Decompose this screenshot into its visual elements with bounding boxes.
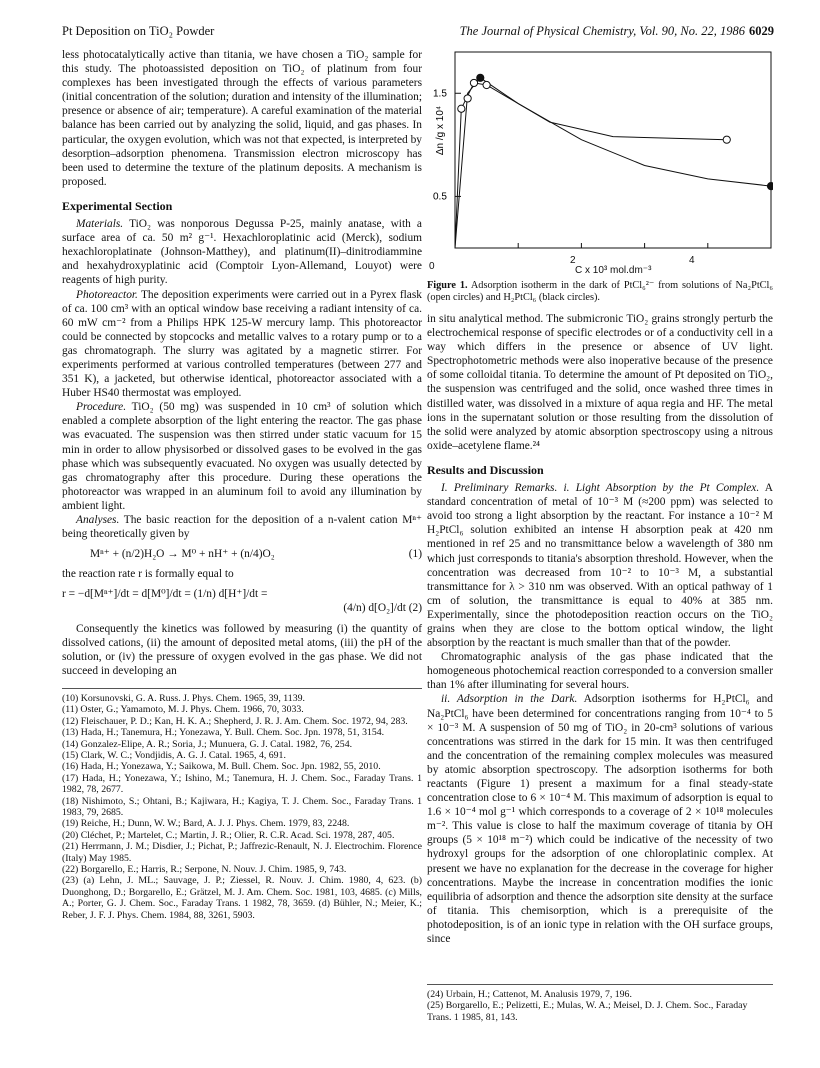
equation-1-body: Mⁿ⁺ + (n/2)H₂O → M⁰ + nH⁺ + (n/4)O₂ bbox=[90, 548, 275, 561]
figure-caption bbox=[427, 280, 773, 304]
procedure-text: TiO₂ (50 mg) was suspended in 10 cm³ of solution which enabled a complete absorption of the light entering the reactor. The gas phase was evacuated. The suspension was then stirred under static vacuum for 15 min in order to allow physisorbed or dissolved gases to be evolved in the gas phase which was subsequently evacuated. No oxygen was usually detected by gas chromatography after this procedure. During these operations the photoreactor was wrapped in an aluminum foil to avoid any illumination by ambient light. bbox=[62, 401, 422, 512]
caption-label: Figure 1. bbox=[427, 280, 468, 291]
reference-item: (18) Nishimoto, S.; Ohtani, B.; Kajiwara, H.; Kagiya, T. J. Chem. Soc., Faraday Trans. 1 1983, 79, 2685. bbox=[62, 795, 422, 818]
reference-item: (15) Clark, W. C.; Vondjidis, A. G. J. Catal. 1965, 4, 691. bbox=[62, 749, 286, 761]
journal-citation: The Journal of Physical Chemistry, Vol. 90, No. 22, 1986 bbox=[459, 24, 745, 38]
y-axis-label: Δn /g x 10⁴ bbox=[435, 105, 446, 156]
reference-item: (13) Hada, H.; Tanemura, H.; Yonezawa, Y. Bull. Chem. Soc. Jpn. 1978, 51, 3154. bbox=[62, 727, 385, 739]
reference-list-right bbox=[427, 984, 773, 1023]
chromatographic-paragraph: Chromatographic analysis of the gas phase indicated that the homogeneous photochemical reaction corresponded to a conversion smaller than 1% after illuminating for several hours. bbox=[427, 651, 773, 692]
photoreactor-paragraph bbox=[62, 288, 422, 401]
caption-text: Adsorption isotherm in the dark of PtCl₆²⁻ from solutions of Na₂PtCl₆ (open circles) and H₂PtCl₆ (black circles). bbox=[427, 280, 773, 303]
x-tick-label-2: 2 bbox=[570, 255, 576, 266]
reference-item: (20) Cléchet, P.; Martelet, C.; Martin, J. R.; Olier, R. C.R. Acad. Sci. 1978, 287, 405. bbox=[62, 829, 395, 841]
reference-list-left bbox=[62, 688, 422, 921]
figure-1 bbox=[427, 48, 773, 278]
equation-1-number: (1) bbox=[408, 548, 422, 561]
x-tick-label-0: 0 bbox=[429, 261, 435, 272]
equation-2-line1: r = −d[Mⁿ⁺]/dt = d[M⁰]/dt = (1/n) d[H⁺]/dt = bbox=[62, 588, 268, 601]
adsorption-isotherm-chart bbox=[427, 48, 773, 278]
equation-2-line2: (4/n) d[O₂]/dt (2) bbox=[343, 602, 422, 615]
reference-item: (11) Oster, G.; Yamamoto, M. J. Phys. Chem. 1966, 70, 3033. bbox=[62, 704, 304, 716]
reference-item: (23) (a) Lehn, J. ML.; Sauvage, J. P.; Ziessel, R. Nouv. J. Chim. 1980, 4, 623. (b) Duonghong, D.; Borgarello, E.; Grätzel, M. J. Am. Chem. Soc. 1981, 103, 4685. (c) Mills, A.; Porter, G. J. Chem. Soc., Faraday Trans. 1 1982, 78, 3659. (d) Bühler, N.; Meier, K.; Reber, J. F. J. Phys. Chem. 1984, 88, 3261, 5903. bbox=[62, 875, 422, 921]
equation-2 bbox=[62, 587, 422, 615]
reference-item: (16) Hada, H.; Yonezawa, Y.; Saikowa, M. Bull. Chem. Soc. Jpn. 1982, 55, 2010. bbox=[62, 761, 381, 773]
materials-label: Materials. bbox=[76, 218, 124, 231]
rate-intro: the reaction rate r is formally equal to bbox=[62, 568, 234, 581]
x-axis-label: C x 10³ mol.dm⁻³ bbox=[575, 265, 652, 276]
reference-item: (12) Fleischauer, P. D.; Kan, H. K. A.; Shepherd, J. R. J. Am. Chem. Soc. 1972, 94, 283. bbox=[62, 715, 408, 727]
photoreactor-text: The deposition experiments were carried out in a Pyrex flask of ca. 100 cm³ with an optical window base receiving a radiant intensity of ca. 60 mW cm⁻² from a Philips HPK 125-W mercury lamp. This photoreactor could be connected by stopcocks and metallic valves to a rotary pump or to a gas chromatograph. The slurry was agitated by a magnetic stirrer. For experiments performed at various controlled temperatures (between 277 and 351 K), a jacketed, but otherwise identical, photoreactor associated with a Huber HS40 thermostat was employed. bbox=[62, 288, 422, 400]
data-point-open bbox=[483, 81, 490, 88]
preliminary-remarks-label: I. Preliminary Remarks. i. Light Absorption by the Pt Complex. bbox=[441, 482, 760, 495]
conclusion-paragraph: Consequently the kinetics was followed by measuring (i) the quantity of dissolved cations, (ii) the amount of deposited metal atoms, (iii) the pH of the solution, or (iv) the pressure of oxygen evolved in the gas phase. We did not succeed in developing an bbox=[62, 622, 422, 677]
materials-text: TiO₂ was nonporous Degussa P-25, mainly anatase, with a surface area of ca. 50 m² g⁻¹. Hexachloroplatinic acid (Merck), sodium hexachloroplatinate (Johnson-Matthey), and platinum(II)–dinitrodiammine and hexahydroxyplatinic acid (Comptoir Lyon-Allemand, Louyot) were reagents of high purity. bbox=[62, 218, 422, 287]
page-number: 6029 bbox=[749, 24, 774, 38]
data-point-open bbox=[723, 136, 730, 143]
data-marks bbox=[458, 74, 773, 190]
section-heading-experimental: Experimental Section bbox=[62, 198, 173, 213]
right-paragraph-1: in situ analytical method. The submicronic TiO₂ grains strongly perturb the electrochemical response of specific electrodes or of a conductivity cell in a way which differs in the presence or absence of UV light. Spectrophotometric methods were also inoperative because of the presence of some colloidal titania. To determine the amount of Pt deposited on TiO₂, the suspension was centrifuged and the solid, once washed three times in distilled water, was dissolved in a mixture of aqua regia and HF. The metal ions in the supernatant solution or those resulting from the dissolution of the solid were analyzed by atomic absorption spectroscopy using a nitrous oxide–acetylene flame.²⁴ bbox=[427, 313, 773, 452]
analyses-paragraph bbox=[62, 513, 422, 541]
reference-item: (25) Borgarello, E.; Pelizetti, E.; Mulas, W. A.; Meisel, D. J. Chem. Soc., Faraday Trans. 1 1985, 81, 143. bbox=[427, 1000, 748, 1023]
data-point-filled bbox=[767, 183, 773, 190]
running-header-left: Pt Deposition on TiO₂ Powder bbox=[62, 24, 215, 38]
reference-item: (14) Gonzalez-Elipe, A. R.; Soria, J.; Munuera, G. J. Catal. 1982, 76, 254. bbox=[62, 738, 353, 750]
reference-item: (19) Reiche, H.; Dunn, W. W.; Bard, A. J. J. Phys. Chem. 1979, 83, 2248. bbox=[62, 818, 350, 830]
adsorption-paragraph bbox=[427, 692, 773, 946]
x-tick-label-4: 4 bbox=[689, 255, 695, 266]
reference-item: (22) Borgarello, E.; Harris, R.; Serpone, N. Nouv. J. Chim. 1985, 9, 743. bbox=[62, 864, 347, 876]
equation-1 bbox=[62, 547, 422, 561]
curve-open bbox=[455, 83, 727, 248]
right-column bbox=[427, 48, 773, 946]
procedure-paragraph bbox=[62, 400, 422, 513]
procedure-label: Procedure. bbox=[76, 401, 127, 414]
reference-item: (10) Korsunovski, G. A. Russ. J. Phys. Chem. 1965, 39, 1139. bbox=[62, 692, 305, 704]
photoreactor-label: Photoreactor. bbox=[76, 288, 138, 301]
data-point-open bbox=[464, 95, 471, 102]
data-point-open bbox=[470, 79, 477, 86]
left-column bbox=[62, 48, 422, 921]
analyses-text: The basic reaction for the deposition of a n-valent cation Mⁿ⁺ being theoretically given by bbox=[62, 514, 422, 541]
intro-paragraph: less photocatalytically active than titania, we have chosen a TiO₂ sample for this study. The photoassisted deposition on TiO₂ of platinum from four complexes has been investigated through the effects of various parameters (initial concentration of the solution; duration and intensity of the illumination; presence or absence of air; temperature). A careful examination of the material balance has been carried out by analyzing the solid, liquid, and gas phases. In particular, the oxygen evolution, which was not that expected, is interpreted by desorption–adsorption phenomena. Transmission electron microscopy has been used to determine the texture of the platinum deposits. A mechanism is proposed. bbox=[62, 49, 423, 188]
reference-item: (21) Herrmann, J. M.; Disdier, J.; Pichat, P.; Jaffrezic-Renault, N. J. Electrochim. Florence (Italy) May 1985. bbox=[62, 841, 422, 864]
running-header-right bbox=[460, 24, 774, 39]
preliminary-remarks-text: A standard concentration of metal of 10⁻³ M (≈200 ppm) was selected to avoid too strong a light absorption by the reactant. For instance a 10⁻² M H₂PtCl₆ solution exhibited an intense H absorption peak at 420 nm mentioned in ref 25 and no transmittance below a wavelength of 380 nm which just corresponds to titania's absorption threshold. However, when the concentration was decreased from 10⁻² to 10⁻³ M, a substantial transmittance for λ > 310 nm was observed. With an optical pathway of 1 cm of solution, the transmittance is equal to 40% at 385 nm. Experimentally, since the photodeposition reaction occurs on the TiO₂ grains when they are close to the bottom optical window, the light absorption by the reactant is much smaller than that of the powder. bbox=[427, 482, 773, 650]
adsorption-text: Adsorption isotherms for H₂PtCl₆ and Na₂PtCl₆ have been determined for concentrations ranging from 10⁻⁴ to 5 × 10⁻³ M. A suspension of 50 mg of TiO₂ in 20-cm³ solutions of various concentrations was stirred in the dark for 15 min. It was then centrifuged and the concentration of the remaining complex molecules was measured by atomic absorption spectroscopy. The adsorption isotherms for both reactants (Figure 1) present a maximum for a final steady-state concentration close to 6 × 10⁻⁴ M. This maximum of adsorption is equal to 1.6 × 10⁻⁴ mol g⁻¹ which corresponds to a coverage of 2 × 10¹⁸ molecules m⁻². This value is close to half the maximum coverage of titania by OH groups (5 × 10¹⁸ m⁻²) which could be indicative of the necessity of two hydroxyl groups for the adsorption of one chloroplatinic complex. At present we have no explanation for the decrease in the coverage for higher concentrations. Maybe the increase in concentration modifies the ionic equilibria of adsorption and thence the adsorption site density at the surface of titania. This chemisorption, which is a prerequisite of the photodeposition, is of an ionic type in relation with the OH surface groups, since bbox=[427, 693, 773, 946]
preliminary-remarks-paragraph bbox=[427, 481, 773, 650]
section-heading-results: Results and Discussion bbox=[427, 462, 544, 477]
y-tick-label-0.5: 0.5 bbox=[433, 191, 447, 203]
analyses-label: Analyses. bbox=[76, 514, 120, 526]
data-point-filled bbox=[477, 74, 484, 81]
adsorption-label: ii. Adsorption in the Dark. bbox=[441, 693, 578, 706]
y-tick-label-1.5: 1.5 bbox=[433, 88, 447, 100]
reference-item: (17) Hada, H.; Yonezawa, Y.; Ishino, M.; Tanemura, H. J. Chem. Soc., Faraday Trans. 1 1982, 78, 2677. bbox=[62, 772, 422, 796]
materials-paragraph bbox=[62, 217, 422, 287]
reference-item: (24) Urbain, H.; Cattenot, M. Analusis 1979, 7, 196. bbox=[427, 989, 632, 1000]
plot-frame bbox=[455, 52, 771, 248]
curve-filled bbox=[455, 78, 771, 248]
data-point-open bbox=[458, 105, 465, 112]
